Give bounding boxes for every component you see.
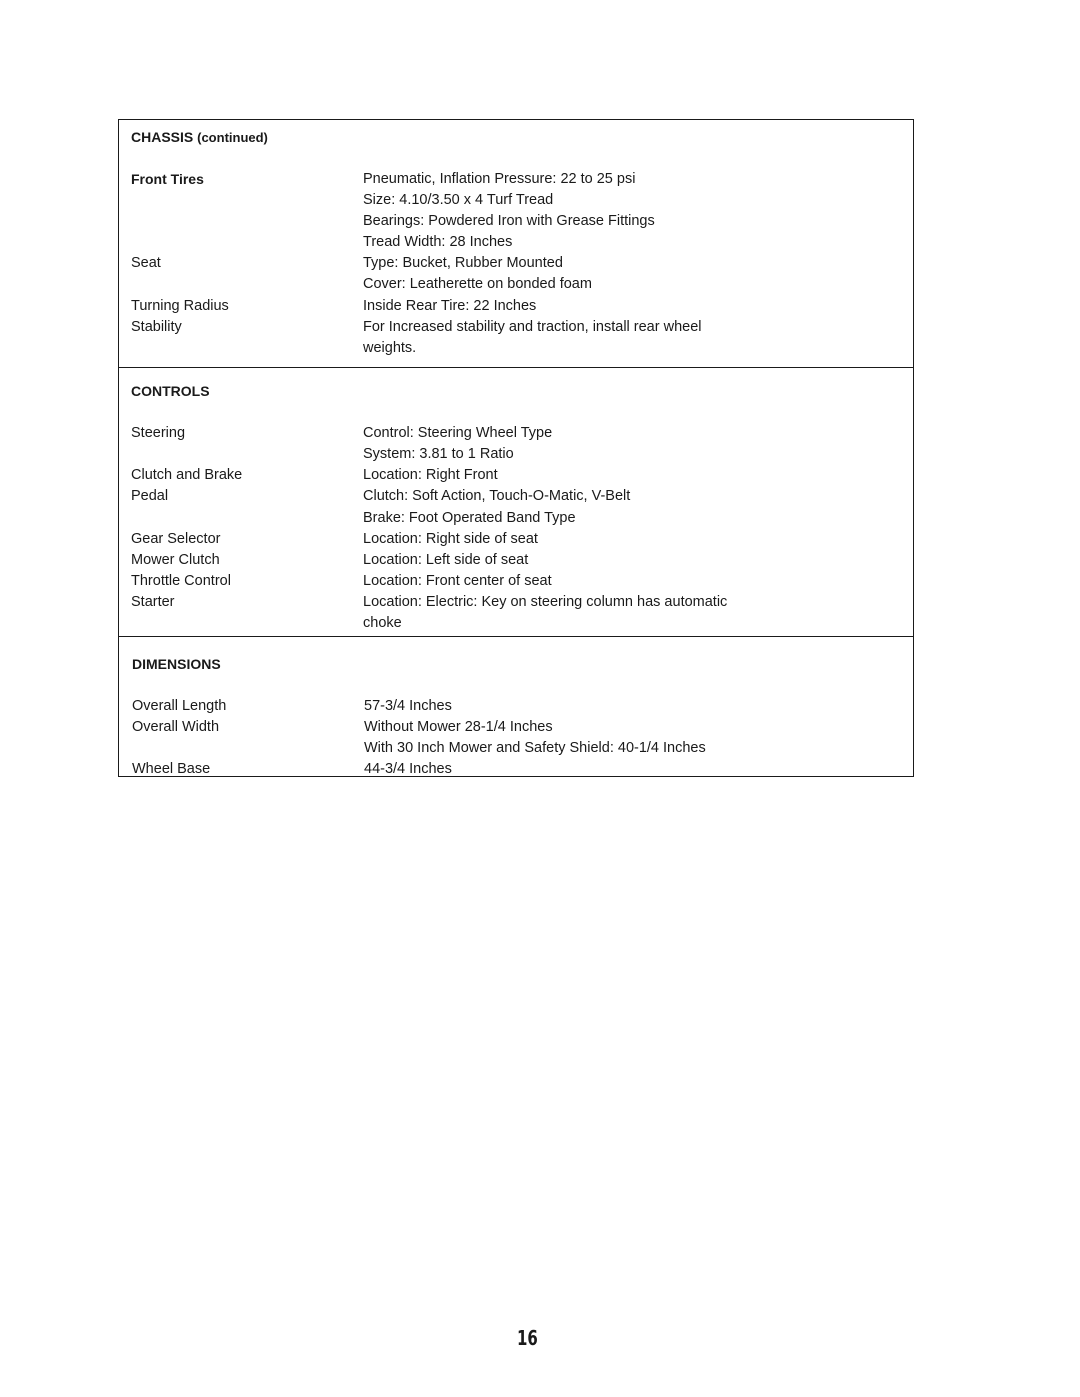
row-label: Overall Length: [132, 698, 227, 714]
section-heading-dimensions: DIMENSIONS: [132, 656, 221, 672]
row-value: weights.: [363, 340, 417, 356]
row-value: System: 3.81 to 1 Ratio: [363, 446, 514, 462]
page-number: 16: [517, 1326, 538, 1350]
row-value: 57-3/4 Inches: [364, 698, 452, 714]
row-label: Stability: [131, 319, 182, 335]
row-value: Cover: Leatherette on bonded foam: [363, 276, 592, 292]
section-divider: [118, 367, 914, 368]
row-value: Pneumatic, Inflation Pressure: 22 to 25 psi: [363, 171, 636, 187]
row-label: Gear Selector: [131, 531, 221, 547]
row-value: With 30 Inch Mower and Safety Shield: 40-1/4 Inches: [364, 740, 706, 756]
row-value: 44-3/4 Inches: [364, 761, 452, 777]
row-value: Without Mower 28-1/4 Inches: [364, 719, 553, 735]
row-value: Type: Bucket, Rubber Mounted: [363, 255, 563, 271]
row-value: Size: 4.10/3.50 x 4 Turf Tread: [363, 192, 554, 208]
row-value: choke: [363, 615, 402, 631]
row-label: Front Tires: [131, 171, 204, 187]
row-label: Clutch and Brake: [131, 467, 243, 483]
row-label: Wheel Base: [132, 761, 211, 777]
row-label: Pedal: [131, 488, 169, 504]
row-value: Location: Right side of seat: [363, 531, 538, 547]
row-label: Turning Radius: [131, 298, 229, 314]
row-value: Tread Width: 28 Inches: [363, 234, 513, 250]
section-heading-chassis: CHASSIS (continued): [131, 129, 268, 145]
row-value: Location: Front center of seat: [363, 573, 552, 589]
section-heading-controls: CONTROLS: [131, 383, 210, 399]
row-value: For Increased stability and traction, install rear wheel: [363, 319, 702, 335]
row-label: Mower Clutch: [131, 552, 220, 568]
row-value: Inside Rear Tire: 22 Inches: [363, 298, 537, 314]
row-label: Steering: [131, 425, 186, 441]
section-divider: [118, 636, 914, 637]
row-value: Control: Steering Wheel Type: [363, 425, 553, 441]
row-label: Starter: [131, 594, 175, 610]
row-value: Location: Right Front: [363, 467, 498, 483]
row-value: Clutch: Soft Action, Touch-O-Matic, V-Belt: [363, 488, 631, 504]
row-value: Brake: Foot Operated Band Type: [363, 510, 576, 526]
row-value: Location: Left side of seat: [363, 552, 529, 568]
row-label: Overall Width: [132, 719, 220, 735]
row-value: Bearings: Powdered Iron with Grease Fittings: [363, 213, 655, 229]
row-label: Throttle Control: [131, 573, 231, 589]
row-value: Location: Electric: Key on steering column has automatic: [363, 594, 728, 610]
row-label: Seat: [131, 255, 161, 271]
